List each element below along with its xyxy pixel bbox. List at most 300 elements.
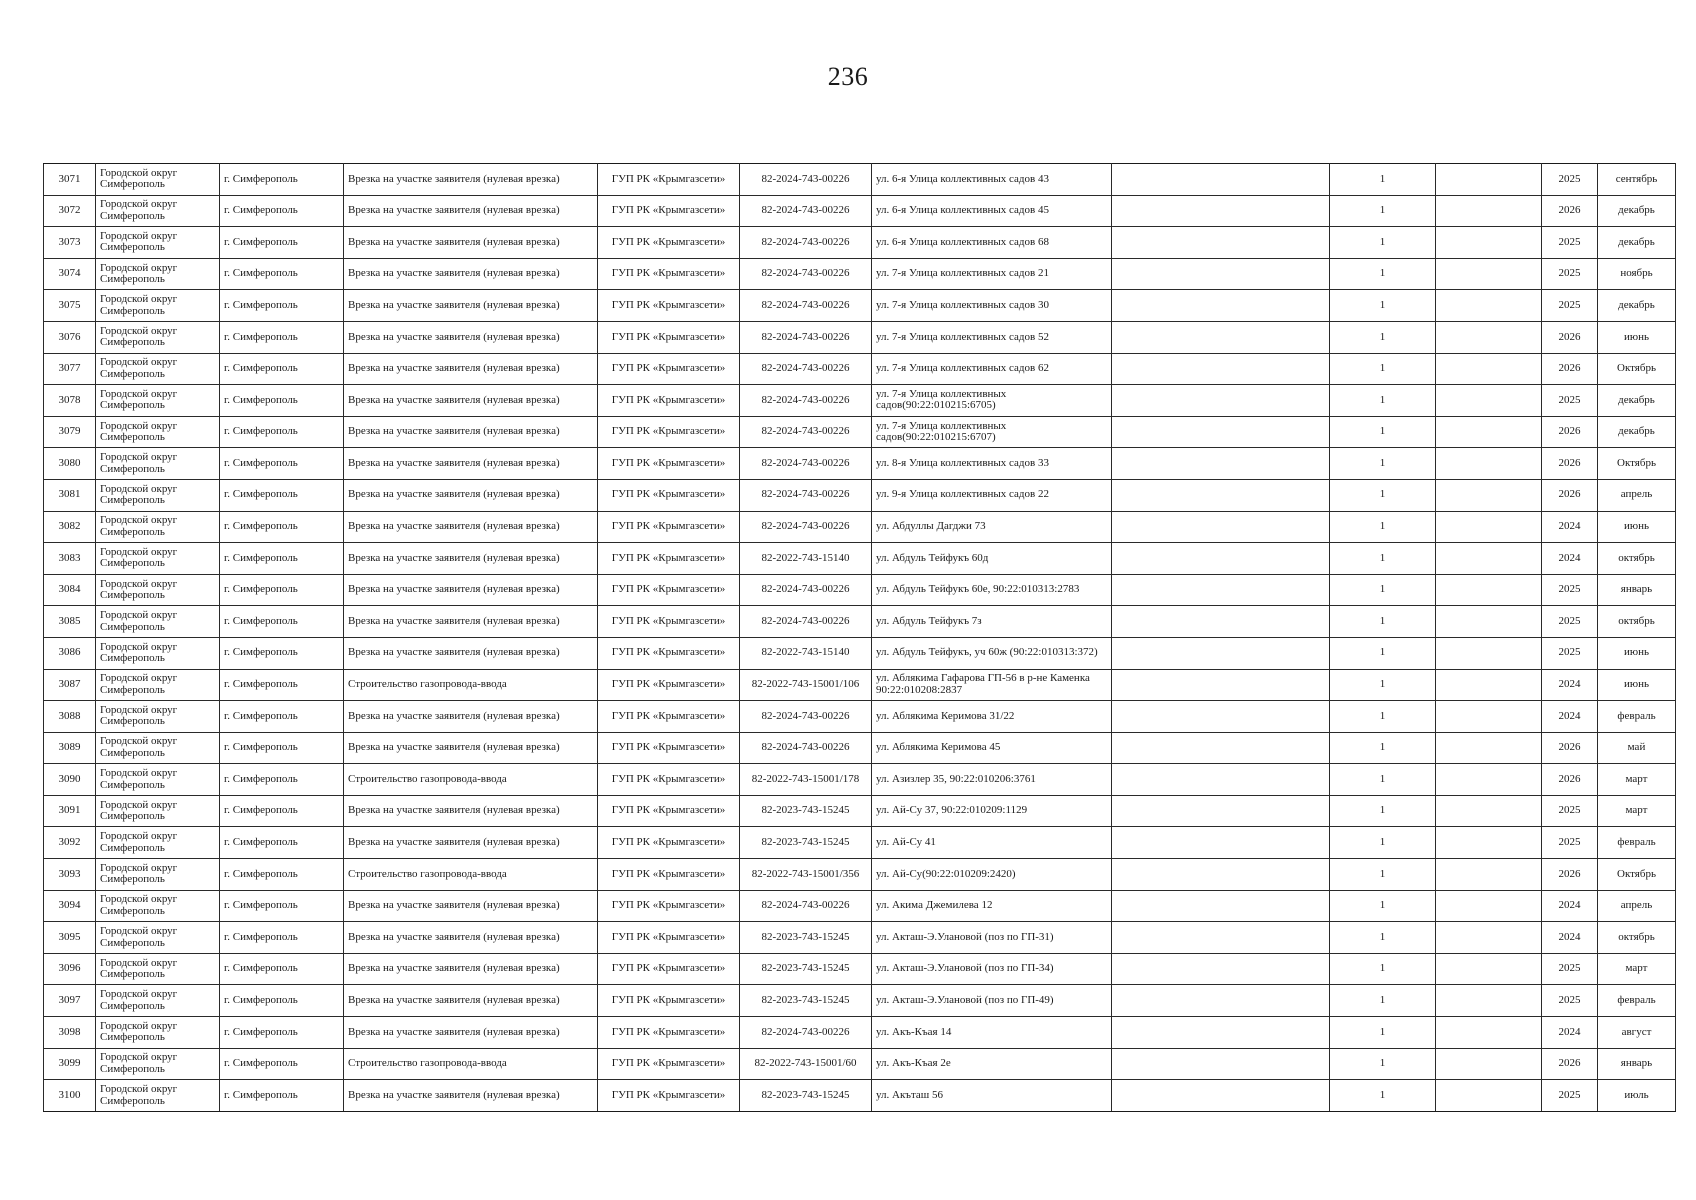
organization-cell: ГУП РК «Крымгазсети» xyxy=(598,669,740,701)
organization-cell: ГУП РК «Крымгазсети» xyxy=(598,890,740,922)
address-cell: ул. 6-я Улица коллективных садов 43 xyxy=(872,164,1112,196)
work-type-cell: Врезка на участке заявителя (нулевая врезка) xyxy=(344,574,598,606)
address-cell: ул. 6-я Улица коллективных садов 68 xyxy=(872,227,1112,259)
empty-cell xyxy=(1112,258,1330,290)
work-type-cell: Врезка на участке заявителя (нулевая врезка) xyxy=(344,922,598,954)
city-cell: г. Симферополь xyxy=(220,764,344,796)
district-cell: Городской округ Симферополь xyxy=(96,1080,220,1112)
organization-cell: ГУП РК «Крымгазсети» xyxy=(598,1048,740,1080)
row-number: 3089 xyxy=(44,732,96,764)
organization-cell: ГУП РК «Крымгазсети» xyxy=(598,574,740,606)
quantity-cell: 1 xyxy=(1330,795,1436,827)
address-cell: ул. 7-я Улица коллективных садов(90:22:010215:6707) xyxy=(872,416,1112,448)
city-cell: г. Симферополь xyxy=(220,606,344,638)
empty-cell xyxy=(1112,1048,1330,1080)
contract-number-cell: 82-2023-743-15245 xyxy=(740,953,872,985)
year-cell: 2026 xyxy=(1542,353,1598,385)
address-cell: ул. Аблякима Керимова 31/22 xyxy=(872,701,1112,733)
work-type-cell: Врезка на участке заявителя (нулевая врезка) xyxy=(344,164,598,196)
district-cell: Городской округ Симферополь xyxy=(96,448,220,480)
district-cell: Городской округ Симферополь xyxy=(96,859,220,891)
month-cell: декабрь xyxy=(1598,385,1676,417)
empty-cell xyxy=(1112,448,1330,480)
empty-cell xyxy=(1112,164,1330,196)
empty-cell xyxy=(1436,1048,1542,1080)
quantity-cell: 1 xyxy=(1330,827,1436,859)
year-cell: 2026 xyxy=(1542,859,1598,891)
quantity-cell: 1 xyxy=(1330,448,1436,480)
address-cell: ул. Акташ-Э.Улановой (поз по ГП-49) xyxy=(872,985,1112,1017)
table-row xyxy=(44,290,1676,322)
organization-cell: ГУП РК «Крымгазсети» xyxy=(598,195,740,227)
row-number: 3090 xyxy=(44,764,96,796)
contract-number-cell: 82-2024-743-00226 xyxy=(740,701,872,733)
table-row xyxy=(44,827,1676,859)
empty-cell xyxy=(1436,448,1542,480)
year-cell: 2024 xyxy=(1542,922,1598,954)
contract-number-cell: 82-2022-743-15001/106 xyxy=(740,669,872,701)
empty-cell xyxy=(1112,1080,1330,1112)
district-cell: Городской округ Симферополь xyxy=(96,732,220,764)
district-cell: Городской округ Симферополь xyxy=(96,1048,220,1080)
district-cell: Городской округ Симферополь xyxy=(96,385,220,417)
row-number: 3072 xyxy=(44,195,96,227)
work-type-cell: Строительство газопровода-ввода xyxy=(344,669,598,701)
empty-cell xyxy=(1436,764,1542,796)
contract-number-cell: 82-2024-743-00226 xyxy=(740,353,872,385)
work-type-cell: Врезка на участке заявителя (нулевая врезка) xyxy=(344,1080,598,1112)
empty-cell xyxy=(1112,416,1330,448)
quantity-cell: 1 xyxy=(1330,890,1436,922)
year-cell: 2024 xyxy=(1542,511,1598,543)
table-row xyxy=(44,606,1676,638)
table-row xyxy=(44,701,1676,733)
contract-number-cell: 82-2023-743-15245 xyxy=(740,985,872,1017)
city-cell: г. Симферополь xyxy=(220,479,344,511)
work-type-cell: Врезка на участке заявителя (нулевая врезка) xyxy=(344,385,598,417)
year-cell: 2025 xyxy=(1542,258,1598,290)
row-number: 3075 xyxy=(44,290,96,322)
contract-number-cell: 82-2022-743-15001/178 xyxy=(740,764,872,796)
table-row xyxy=(44,953,1676,985)
district-cell: Городской округ Симферополь xyxy=(96,511,220,543)
organization-cell: ГУП РК «Крымгазсети» xyxy=(598,227,740,259)
table-row xyxy=(44,511,1676,543)
quantity-cell: 1 xyxy=(1330,479,1436,511)
address-cell: ул. Абдуль Тейфукъ 60д xyxy=(872,543,1112,575)
contract-number-cell: 82-2024-743-00226 xyxy=(740,416,872,448)
district-cell: Городской округ Симферополь xyxy=(96,922,220,954)
city-cell: г. Симферополь xyxy=(220,1080,344,1112)
month-cell: октябрь xyxy=(1598,922,1676,954)
district-cell: Городской округ Симферополь xyxy=(96,195,220,227)
empty-cell xyxy=(1112,827,1330,859)
empty-cell xyxy=(1112,1017,1330,1049)
contract-number-cell: 82-2024-743-00226 xyxy=(740,448,872,480)
page-number: 236 xyxy=(827,62,869,91)
month-cell: январь xyxy=(1598,574,1676,606)
district-cell: Городской округ Симферополь xyxy=(96,764,220,796)
empty-cell xyxy=(1436,511,1542,543)
address-cell: ул. Абдуль Тейфукъ 60е, 90:22:010313:2783 xyxy=(872,574,1112,606)
address-cell: ул. Абдуль Тейфукъ, уч 60ж (90:22:010313:372) xyxy=(872,637,1112,669)
empty-cell xyxy=(1436,606,1542,638)
month-cell: июнь xyxy=(1598,511,1676,543)
empty-cell xyxy=(1436,479,1542,511)
year-cell: 2026 xyxy=(1542,448,1598,480)
work-type-cell: Врезка на участке заявителя (нулевая врезка) xyxy=(344,1017,598,1049)
organization-cell: ГУП РК «Крымгазсети» xyxy=(598,795,740,827)
year-cell: 2026 xyxy=(1542,321,1598,353)
year-cell: 2024 xyxy=(1542,543,1598,575)
address-cell: ул. Акташ-Э.Улановой (поз по ГП-31) xyxy=(872,922,1112,954)
organization-cell: ГУП РК «Крымгазсети» xyxy=(598,543,740,575)
work-type-cell: Врезка на участке заявителя (нулевая врезка) xyxy=(344,701,598,733)
address-cell: ул. Аблякима Гафарова ГП-56 в р-не Каменка 90:22:010208:2837 xyxy=(872,669,1112,701)
row-number: 3087 xyxy=(44,669,96,701)
contract-number-cell: 82-2024-743-00226 xyxy=(740,290,872,322)
organization-cell: ГУП РК «Крымгазсети» xyxy=(598,732,740,764)
row-number: 3079 xyxy=(44,416,96,448)
contract-number-cell: 82-2024-743-00226 xyxy=(740,479,872,511)
empty-cell xyxy=(1112,732,1330,764)
city-cell: г. Симферополь xyxy=(220,448,344,480)
row-number: 3081 xyxy=(44,479,96,511)
city-cell: г. Симферополь xyxy=(220,164,344,196)
table-row xyxy=(44,859,1676,891)
month-cell: февраль xyxy=(1598,827,1676,859)
table-row xyxy=(44,258,1676,290)
work-type-cell: Врезка на участке заявителя (нулевая врезка) xyxy=(344,543,598,575)
address-cell: ул. 7-я Улица коллективных садов(90:22:010215:6705) xyxy=(872,385,1112,417)
year-cell: 2024 xyxy=(1542,890,1598,922)
work-type-cell: Строительство газопровода-ввода xyxy=(344,859,598,891)
district-cell: Городской округ Симферополь xyxy=(96,795,220,827)
year-cell: 2024 xyxy=(1542,1017,1598,1049)
contract-number-cell: 82-2022-743-15140 xyxy=(740,637,872,669)
table-row xyxy=(44,164,1676,196)
work-type-cell: Врезка на участке заявителя (нулевая врезка) xyxy=(344,985,598,1017)
row-number: 3097 xyxy=(44,985,96,1017)
city-cell: г. Симферополь xyxy=(220,416,344,448)
year-cell: 2025 xyxy=(1542,953,1598,985)
year-cell: 2026 xyxy=(1542,732,1598,764)
row-number: 3073 xyxy=(44,227,96,259)
work-type-cell: Врезка на участке заявителя (нулевая врезка) xyxy=(344,448,598,480)
contract-number-cell: 82-2024-743-00226 xyxy=(740,195,872,227)
empty-cell xyxy=(1436,195,1542,227)
address-cell: ул. Аблякима Керимова 45 xyxy=(872,732,1112,764)
row-number: 3093 xyxy=(44,859,96,891)
work-type-cell: Врезка на участке заявителя (нулевая врезка) xyxy=(344,479,598,511)
city-cell: г. Симферополь xyxy=(220,227,344,259)
address-cell: ул. Ай-Су 41 xyxy=(872,827,1112,859)
organization-cell: ГУП РК «Крымгазсети» xyxy=(598,479,740,511)
year-cell: 2025 xyxy=(1542,795,1598,827)
empty-cell xyxy=(1112,922,1330,954)
quantity-cell: 1 xyxy=(1330,764,1436,796)
organization-cell: ГУП РК «Крымгазсети» xyxy=(598,448,740,480)
organization-cell: ГУП РК «Крымгазсети» xyxy=(598,321,740,353)
contract-number-cell: 82-2024-743-00226 xyxy=(740,890,872,922)
table-row xyxy=(44,227,1676,259)
district-cell: Городской округ Симферополь xyxy=(96,1017,220,1049)
city-cell: г. Симферополь xyxy=(220,985,344,1017)
address-cell: ул. 7-я Улица коллективных садов 21 xyxy=(872,258,1112,290)
month-cell: июнь xyxy=(1598,637,1676,669)
month-cell: январь xyxy=(1598,1048,1676,1080)
quantity-cell: 1 xyxy=(1330,985,1436,1017)
work-type-cell: Врезка на участке заявителя (нулевая врезка) xyxy=(344,511,598,543)
quantity-cell: 1 xyxy=(1330,164,1436,196)
row-number: 3078 xyxy=(44,385,96,417)
organization-cell: ГУП РК «Крымгазсети» xyxy=(598,1017,740,1049)
city-cell: г. Симферополь xyxy=(220,922,344,954)
organization-cell: ГУП РК «Крымгазсети» xyxy=(598,511,740,543)
quantity-cell: 1 xyxy=(1330,1017,1436,1049)
quantity-cell: 1 xyxy=(1330,922,1436,954)
empty-cell xyxy=(1436,321,1542,353)
month-cell: ноябрь xyxy=(1598,258,1676,290)
quantity-cell: 1 xyxy=(1330,574,1436,606)
contract-number-cell: 82-2024-743-00226 xyxy=(740,385,872,417)
month-cell: сентябрь xyxy=(1598,164,1676,196)
year-cell: 2025 xyxy=(1542,1080,1598,1112)
quantity-cell: 1 xyxy=(1330,416,1436,448)
registry-body xyxy=(44,164,1676,1112)
empty-cell xyxy=(1436,953,1542,985)
month-cell: Октябрь xyxy=(1598,448,1676,480)
address-cell: ул. Акима Джемилева 12 xyxy=(872,890,1112,922)
empty-cell xyxy=(1436,227,1542,259)
address-cell: ул. Акъ-Къая 14 xyxy=(872,1017,1112,1049)
table-row xyxy=(44,385,1676,417)
contract-number-cell: 82-2023-743-15245 xyxy=(740,922,872,954)
work-type-cell: Врезка на участке заявителя (нулевая врезка) xyxy=(344,321,598,353)
address-cell: ул. Абдуль Тейфукъ 7з xyxy=(872,606,1112,638)
empty-cell xyxy=(1436,258,1542,290)
empty-cell xyxy=(1436,290,1542,322)
month-cell: декабрь xyxy=(1598,290,1676,322)
table-row xyxy=(44,195,1676,227)
organization-cell: ГУП РК «Крымгазсети» xyxy=(598,290,740,322)
empty-cell xyxy=(1436,1017,1542,1049)
row-number: 3099 xyxy=(44,1048,96,1080)
address-cell: ул. Акъташ 56 xyxy=(872,1080,1112,1112)
city-cell: г. Симферополь xyxy=(220,732,344,764)
work-type-cell: Врезка на участке заявителя (нулевая врезка) xyxy=(344,795,598,827)
row-number: 3091 xyxy=(44,795,96,827)
row-number: 3084 xyxy=(44,574,96,606)
month-cell: декабрь xyxy=(1598,227,1676,259)
city-cell: г. Симферополь xyxy=(220,701,344,733)
quantity-cell: 1 xyxy=(1330,1080,1436,1112)
row-number: 3083 xyxy=(44,543,96,575)
year-cell: 2025 xyxy=(1542,385,1598,417)
row-number: 3074 xyxy=(44,258,96,290)
district-cell: Городской округ Симферополь xyxy=(96,353,220,385)
district-cell: Городской округ Симферополь xyxy=(96,321,220,353)
table-row xyxy=(44,922,1676,954)
quantity-cell: 1 xyxy=(1330,732,1436,764)
table-row xyxy=(44,890,1676,922)
address-cell: ул. Акташ-Э.Улановой (поз по ГП-34) xyxy=(872,953,1112,985)
month-cell: июль xyxy=(1598,1080,1676,1112)
work-type-cell: Врезка на участке заявителя (нулевая врезка) xyxy=(344,827,598,859)
empty-cell xyxy=(1112,859,1330,891)
table-row xyxy=(44,543,1676,575)
empty-cell xyxy=(1112,637,1330,669)
table-row xyxy=(44,574,1676,606)
city-cell: г. Симферополь xyxy=(220,290,344,322)
month-cell: октябрь xyxy=(1598,543,1676,575)
empty-cell xyxy=(1112,479,1330,511)
year-cell: 2026 xyxy=(1542,195,1598,227)
contract-number-cell: 82-2024-743-00226 xyxy=(740,227,872,259)
row-number: 3098 xyxy=(44,1017,96,1049)
empty-cell xyxy=(1436,543,1542,575)
quantity-cell: 1 xyxy=(1330,227,1436,259)
district-cell: Городской округ Симферополь xyxy=(96,479,220,511)
empty-cell xyxy=(1436,890,1542,922)
city-cell: г. Симферополь xyxy=(220,795,344,827)
quantity-cell: 1 xyxy=(1330,953,1436,985)
address-cell: ул. Абдуллы Дагджи 73 xyxy=(872,511,1112,543)
empty-cell xyxy=(1112,227,1330,259)
contract-number-cell: 82-2024-743-00226 xyxy=(740,511,872,543)
district-cell: Городской округ Симферополь xyxy=(96,701,220,733)
empty-cell xyxy=(1436,164,1542,196)
district-cell: Городской округ Симферополь xyxy=(96,227,220,259)
organization-cell: ГУП РК «Крымгазсети» xyxy=(598,953,740,985)
empty-cell xyxy=(1436,827,1542,859)
city-cell: г. Симферополь xyxy=(220,890,344,922)
district-cell: Городской округ Симферополь xyxy=(96,290,220,322)
organization-cell: ГУП РК «Крымгазсети» xyxy=(598,827,740,859)
address-cell: ул. Азизлер 35, 90:22:010206:3761 xyxy=(872,764,1112,796)
city-cell: г. Симферополь xyxy=(220,195,344,227)
work-type-cell: Строительство газопровода-ввода xyxy=(344,1048,598,1080)
year-cell: 2025 xyxy=(1542,164,1598,196)
quantity-cell: 1 xyxy=(1330,258,1436,290)
table-row xyxy=(44,479,1676,511)
address-cell: ул. 7-я Улица коллективных садов 30 xyxy=(872,290,1112,322)
work-type-cell: Врезка на участке заявителя (нулевая врезка) xyxy=(344,890,598,922)
contract-number-cell: 82-2023-743-15245 xyxy=(740,795,872,827)
table-row xyxy=(44,732,1676,764)
month-cell: март xyxy=(1598,764,1676,796)
city-cell: г. Симферополь xyxy=(220,353,344,385)
row-number: 3085 xyxy=(44,606,96,638)
empty-cell xyxy=(1112,606,1330,638)
quantity-cell: 1 xyxy=(1330,511,1436,543)
empty-cell xyxy=(1112,353,1330,385)
empty-cell xyxy=(1112,511,1330,543)
contract-number-cell: 82-2024-743-00226 xyxy=(740,574,872,606)
month-cell: апрель xyxy=(1598,479,1676,511)
address-cell: ул. Акъ-Къая 2е xyxy=(872,1048,1112,1080)
organization-cell: ГУП РК «Крымгазсети» xyxy=(598,258,740,290)
address-cell: ул. 9-я Улица коллективных садов 22 xyxy=(872,479,1112,511)
work-type-cell: Врезка на участке заявителя (нулевая врезка) xyxy=(344,953,598,985)
year-cell: 2026 xyxy=(1542,1048,1598,1080)
district-cell: Городской округ Симферополь xyxy=(96,416,220,448)
district-cell: Городской округ Симферополь xyxy=(96,258,220,290)
city-cell: г. Симферополь xyxy=(220,385,344,417)
gasification-registry-table xyxy=(43,163,1676,1112)
quantity-cell: 1 xyxy=(1330,543,1436,575)
contract-number-cell: 82-2022-743-15001/356 xyxy=(740,859,872,891)
district-cell: Городской округ Симферополь xyxy=(96,637,220,669)
row-number: 3086 xyxy=(44,637,96,669)
month-cell: декабрь xyxy=(1598,416,1676,448)
empty-cell xyxy=(1112,574,1330,606)
empty-cell xyxy=(1436,353,1542,385)
organization-cell: ГУП РК «Крымгазсети» xyxy=(598,701,740,733)
work-type-cell: Врезка на участке заявителя (нулевая врезка) xyxy=(344,416,598,448)
district-cell: Городской округ Симферополь xyxy=(96,890,220,922)
quantity-cell: 1 xyxy=(1330,195,1436,227)
empty-cell xyxy=(1436,795,1542,827)
work-type-cell: Строительство газопровода-ввода xyxy=(344,764,598,796)
work-type-cell: Врезка на участке заявителя (нулевая врезка) xyxy=(344,353,598,385)
row-number: 3096 xyxy=(44,953,96,985)
row-number: 3077 xyxy=(44,353,96,385)
row-number: 3088 xyxy=(44,701,96,733)
city-cell: г. Симферополь xyxy=(220,321,344,353)
empty-cell xyxy=(1112,953,1330,985)
contract-number-cell: 82-2022-743-15140 xyxy=(740,543,872,575)
city-cell: г. Симферополь xyxy=(220,827,344,859)
empty-cell xyxy=(1436,732,1542,764)
address-cell: ул. 6-я Улица коллективных садов 45 xyxy=(872,195,1112,227)
organization-cell: ГУП РК «Крымгазсети» xyxy=(598,637,740,669)
quantity-cell: 1 xyxy=(1330,606,1436,638)
city-cell: г. Симферополь xyxy=(220,574,344,606)
month-cell: февраль xyxy=(1598,701,1676,733)
table-row xyxy=(44,1080,1676,1112)
organization-cell: ГУП РК «Крымгазсети» xyxy=(598,164,740,196)
empty-cell xyxy=(1112,985,1330,1017)
empty-cell xyxy=(1112,290,1330,322)
contract-number-cell: 82-2024-743-00226 xyxy=(740,258,872,290)
city-cell: г. Симферополь xyxy=(220,859,344,891)
city-cell: г. Симферополь xyxy=(220,953,344,985)
city-cell: г. Симферополь xyxy=(220,258,344,290)
year-cell: 2026 xyxy=(1542,416,1598,448)
table-row xyxy=(44,448,1676,480)
district-cell: Городской округ Симферополь xyxy=(96,543,220,575)
empty-cell xyxy=(1112,321,1330,353)
table-row xyxy=(44,416,1676,448)
address-cell: ул. Ай-Су(90:22:010209:2420) xyxy=(872,859,1112,891)
contract-number-cell: 82-2024-743-00226 xyxy=(740,1017,872,1049)
work-type-cell: Врезка на участке заявителя (нулевая врезка) xyxy=(344,290,598,322)
address-cell: ул. Ай-Су 37, 90:22:010209:1129 xyxy=(872,795,1112,827)
row-number: 3092 xyxy=(44,827,96,859)
empty-cell xyxy=(1112,669,1330,701)
district-cell: Городской округ Симферополь xyxy=(96,574,220,606)
city-cell: г. Симферополь xyxy=(220,669,344,701)
empty-cell xyxy=(1112,795,1330,827)
empty-cell xyxy=(1112,385,1330,417)
row-number: 3094 xyxy=(44,890,96,922)
organization-cell: ГУП РК «Крымгазсети» xyxy=(598,764,740,796)
year-cell: 2025 xyxy=(1542,637,1598,669)
address-cell: ул. 7-я Улица коллективных садов 62 xyxy=(872,353,1112,385)
row-number: 3100 xyxy=(44,1080,96,1112)
month-cell: февраль xyxy=(1598,985,1676,1017)
